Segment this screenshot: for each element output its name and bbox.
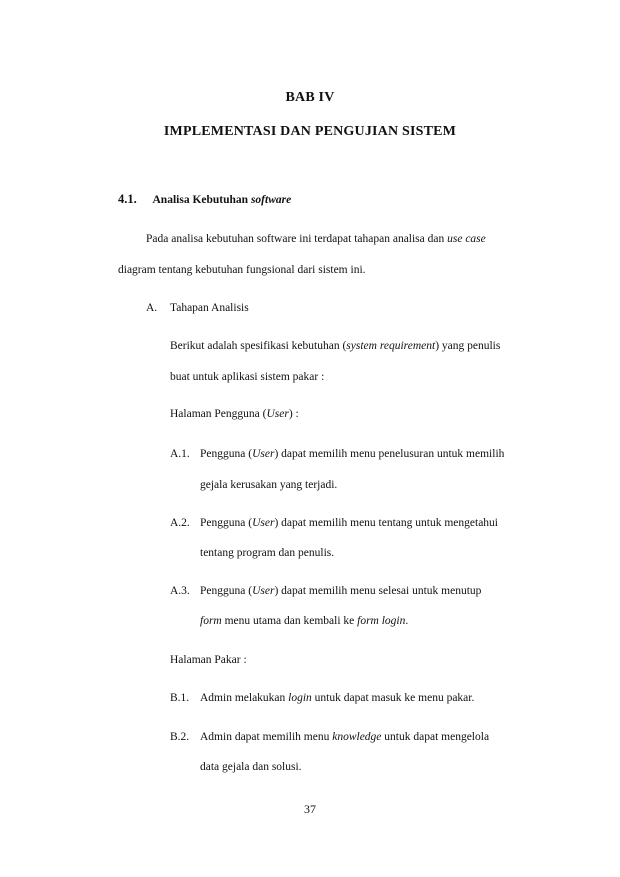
chapter-label: BAB IV [285,90,335,105]
item-marker: A.2. [170,517,190,529]
subsection-heading [146,302,249,314]
spec-italic: system requirement [346,340,436,352]
section-heading [118,192,291,207]
item-text: Pengguna (User) dapat memilih menu tentang untuk mengetahui [200,517,498,529]
item-marker: B.1. [170,692,190,704]
user-heading-italic: User [266,408,289,420]
item-text: Pengguna (User) dapat memilih menu selesai untuk menutup [200,585,482,597]
user-heading-end: ) : [288,408,299,420]
spec-text: Berikut adalah spesifikasi kebutuhan ( [170,340,347,352]
list-item [170,517,498,529]
item-marker: A.1. [170,448,190,460]
item-text: Pengguna (User) dapat memilih menu penelusuran untuk memilih [200,448,505,460]
chapter-title: IMPLEMENTASI DAN PENGUJIAN SISTEM [163,124,457,139]
spec-line-1 [170,340,500,352]
item-continuation: tentang program dan penulis. [200,547,335,559]
item-continuation: data gejala dan solusi. [200,761,302,773]
spec-line-2: buat untuk aplikasi sistem pakar : [170,371,325,383]
page-number: 37 [304,802,316,816]
item-continuation: form menu utama dan kembali ke form login. [200,615,409,627]
intro-line-1 [146,233,486,245]
intro-line-2: diagram tentang kebutuhan fungsional dari sistem ini. [118,264,366,276]
item-text: Admin melakukan login untuk dapat masuk ke menu pakar. [200,692,475,704]
subsection-marker: A. [146,302,158,314]
item-continuation: gejala kerusakan yang terjadi. [200,479,338,491]
expert-heading: Halaman Pakar : [170,654,247,666]
user-heading-text: Halaman Pengguna ( [170,408,267,420]
section-title-italic: software [250,194,292,206]
intro-italic: use case [447,233,486,245]
section-number: 4.1. [118,192,137,206]
item-marker: B.2. [170,731,190,743]
intro-text: Pada analisa kebutuhan software ini terdapat tahapan analisa dan [146,233,448,245]
item-marker: A.3. [170,585,190,597]
subsection-title: Tahapan Analisis [170,302,249,314]
list-item [170,692,475,704]
list-item [170,585,482,597]
item-text: Admin dapat memilih menu knowledge untuk dapat mengelola [200,731,490,743]
list-item [170,731,490,743]
user-heading [170,408,299,420]
list-item [170,448,505,460]
spec-text-end: ) yang penulis [435,340,501,352]
section-title: Analisa Kebutuhan [152,194,251,206]
